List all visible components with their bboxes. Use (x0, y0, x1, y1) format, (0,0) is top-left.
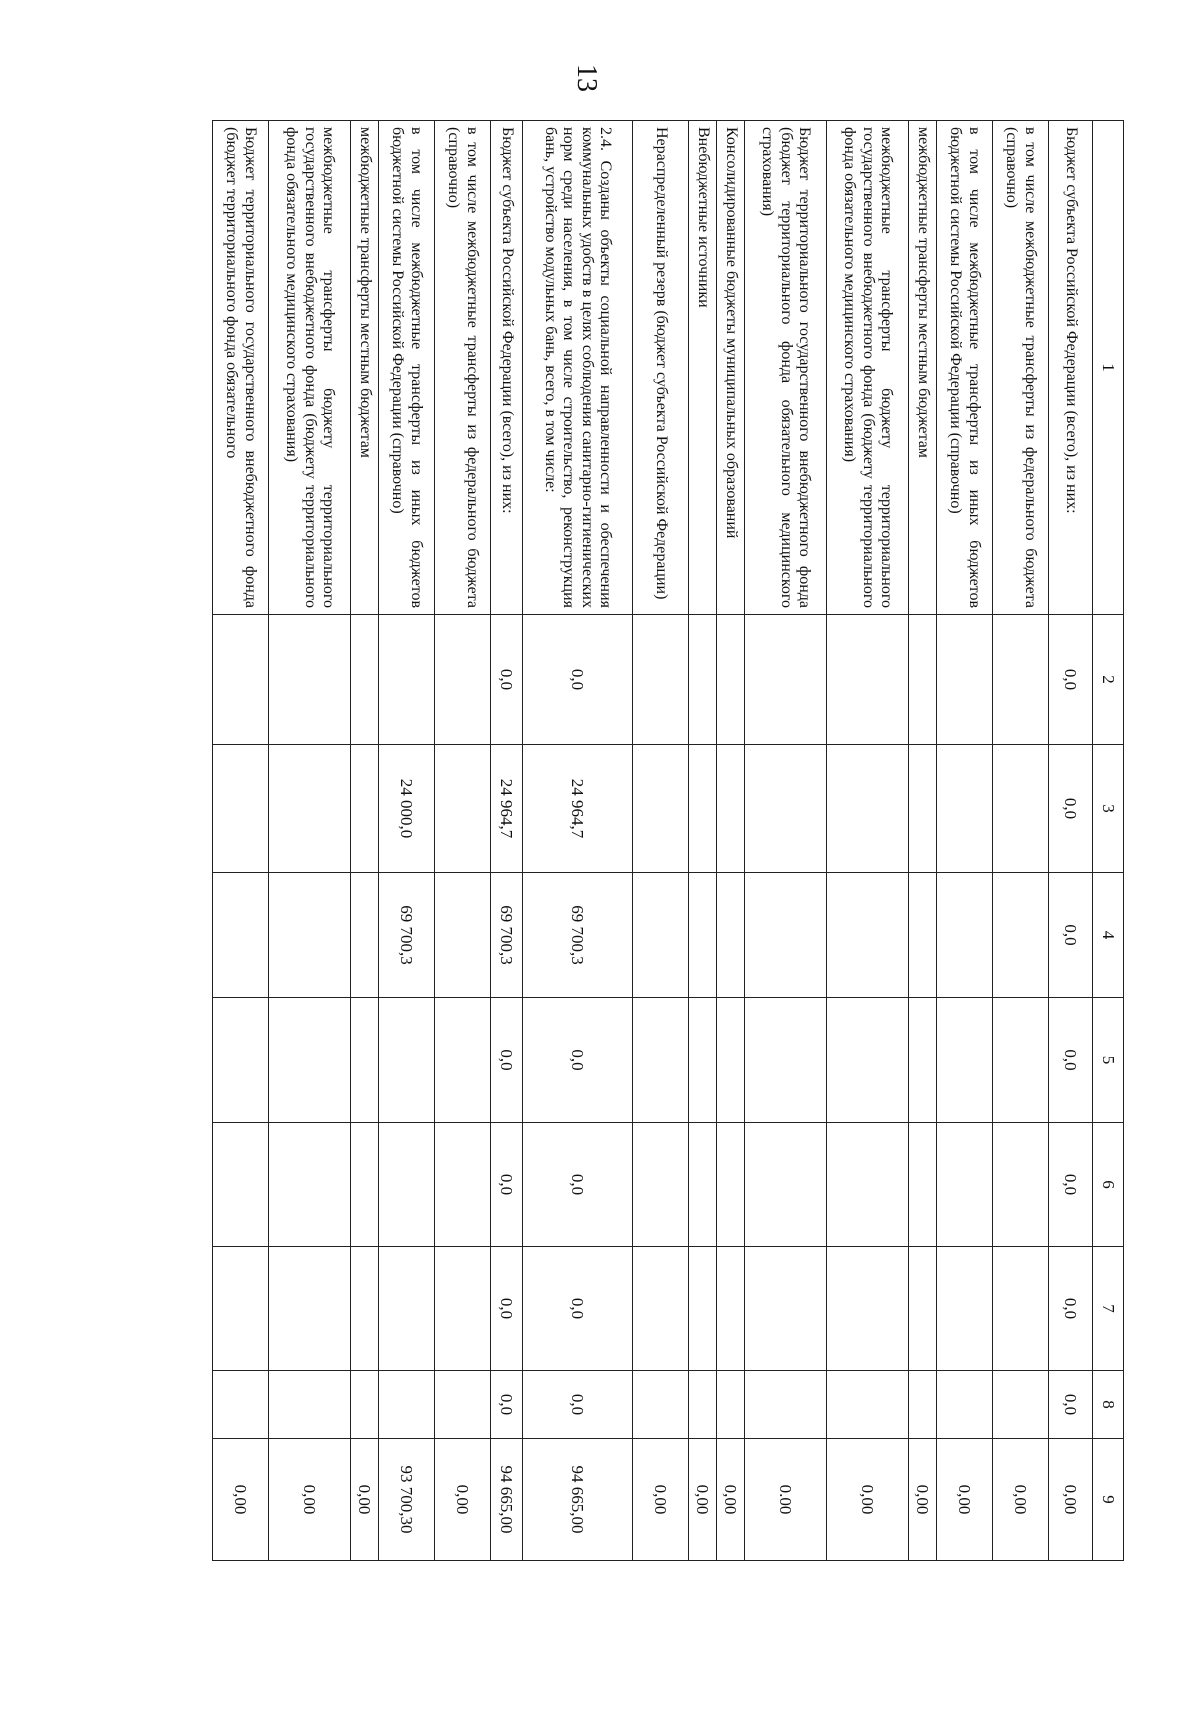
row-description: межбюджетные трансферты местным бюджетам (909, 121, 937, 615)
table-row (523, 121, 633, 1561)
value-cell (745, 1123, 827, 1247)
value-cell (269, 873, 351, 998)
value-cell (379, 615, 435, 745)
value-cell: 0,00 (909, 1439, 937, 1561)
row-description: Консолидированные бюджеты муниципальных образований (717, 121, 745, 615)
value-cell (633, 1247, 689, 1371)
value-cell (435, 1247, 491, 1371)
value-cell (633, 745, 689, 873)
value-cell (993, 615, 1049, 745)
value-cell: 0,00 (717, 1439, 745, 1561)
value-cell: 93 700,30 (379, 1439, 435, 1561)
value-cell (745, 873, 827, 998)
value-cell: 0,00 (269, 1439, 351, 1561)
value-cell (827, 745, 909, 873)
value-cell (717, 1247, 745, 1371)
header-cell: 8 (1093, 1371, 1124, 1439)
value-cell (379, 1371, 435, 1439)
value-cell (937, 745, 993, 873)
value-cell (351, 998, 379, 1123)
value-cell: 69 700,3 (523, 873, 633, 998)
value-cell (213, 1247, 269, 1371)
value-cell (827, 615, 909, 745)
value-cell: 0,0 (1049, 1123, 1093, 1247)
value-cell (689, 998, 717, 1123)
value-cell: 24 964,7 (523, 745, 633, 873)
table-row (827, 121, 909, 1561)
value-cell (213, 873, 269, 998)
row-description: в том числе межбюджетные трансферты из иных бюджетов бюджетной системы Российской Федерации (справочно) (937, 121, 993, 615)
value-cell (827, 873, 909, 998)
value-cell (937, 1123, 993, 1247)
value-cell: 0,00 (689, 1439, 717, 1561)
row-description: Бюджет субъекта Российской Федерации (всего), из них: (1049, 121, 1093, 615)
table-row (435, 121, 491, 1561)
value-cell (633, 873, 689, 998)
value-cell (745, 1371, 827, 1439)
value-cell (993, 873, 1049, 998)
value-cell: 0,0 (491, 1123, 523, 1247)
value-cell: 0,0 (523, 1247, 633, 1371)
table-row (993, 121, 1049, 1561)
row-description: 2.4. Созданы объекты социальной направленности и обеспечения коммунальных удобств в целях соблюдения санитарно-гигиенических норм среди населения, в том числе строительство, реконструкция бань, устройство модульных бань, всего, в том числе: (523, 121, 633, 615)
value-cell (379, 998, 435, 1123)
value-cell: 0,0 (1049, 873, 1093, 998)
value-cell: 69 700,3 (491, 873, 523, 998)
value-cell (909, 1247, 937, 1371)
value-cell (745, 745, 827, 873)
header-cell: 2 (1093, 615, 1124, 745)
value-cell: 24 000,0 (379, 745, 435, 873)
value-cell (993, 998, 1049, 1123)
table-row (351, 121, 379, 1561)
value-cell (993, 1371, 1049, 1439)
value-cell (909, 1123, 937, 1247)
value-cell (909, 615, 937, 745)
table-row (1049, 121, 1093, 1561)
value-cell (379, 1123, 435, 1247)
value-cell (351, 1123, 379, 1247)
value-cell: 0,00 (993, 1439, 1049, 1561)
value-cell (937, 1371, 993, 1439)
table-row (213, 121, 269, 1561)
value-cell (937, 1247, 993, 1371)
value-cell: 0,0 (491, 1247, 523, 1371)
value-cell: 0,00 (827, 1439, 909, 1561)
value-cell (937, 615, 993, 745)
value-cell (269, 1247, 351, 1371)
value-cell: 0,0 (523, 1371, 633, 1439)
value-cell: 0,0 (523, 998, 633, 1123)
value-cell (745, 1247, 827, 1371)
value-cell: 0,0 (1049, 745, 1093, 873)
row-description: в том числе межбюджетные трансферты из федерального бюджета (справочно) (993, 121, 1049, 615)
value-cell: 0,0 (523, 615, 633, 745)
value-cell (379, 1247, 435, 1371)
value-cell (717, 1123, 745, 1247)
value-cell: 0,0 (523, 1123, 633, 1247)
value-cell (435, 615, 491, 745)
header-cell: 5 (1093, 998, 1124, 1123)
value-cell: 0,0 (1049, 998, 1093, 1123)
value-cell (717, 745, 745, 873)
value-cell: 0,00 (213, 1439, 269, 1561)
row-description: межбюджетные трансферты бюджету территориального государственного внебюджетного фонда (бюджету территориального фонда обязательного медицинского страхования) (269, 121, 351, 615)
value-cell (213, 1123, 269, 1247)
header-cell: 1 (1093, 121, 1124, 615)
value-cell (689, 615, 717, 745)
value-cell (351, 1247, 379, 1371)
value-cell (269, 1371, 351, 1439)
row-description: Бюджет субъекта Российской Федерации (всего), из них: (491, 121, 523, 615)
table-row (633, 121, 689, 1561)
value-cell: 0,0 (1049, 615, 1093, 745)
value-cell (909, 1371, 937, 1439)
table-row (937, 121, 993, 1561)
value-cell (351, 745, 379, 873)
value-cell: 0,00 (351, 1439, 379, 1561)
table-row (491, 121, 523, 1561)
value-cell (745, 615, 827, 745)
table-row (379, 121, 435, 1561)
value-cell (937, 998, 993, 1123)
value-cell (213, 615, 269, 745)
value-cell (435, 873, 491, 998)
value-cell (993, 745, 1049, 873)
value-cell (689, 745, 717, 873)
value-cell: 94 665,00 (523, 1439, 633, 1561)
value-cell (689, 1123, 717, 1247)
value-cell (269, 998, 351, 1123)
value-cell (213, 745, 269, 873)
table-row (745, 121, 827, 1561)
value-cell: 69 700,3 (379, 873, 435, 998)
value-cell: 24 964,7 (491, 745, 523, 873)
row-description: Нераспределенный резерв (бюджет субъекта Российской Федерации) (633, 121, 689, 615)
header-row (1093, 121, 1124, 1561)
row-description: межбюджетные трансферты местным бюджетам (351, 121, 379, 615)
header-cell: 6 (1093, 1123, 1124, 1247)
value-cell (435, 745, 491, 873)
header-cell: 9 (1093, 1439, 1124, 1561)
value-cell: 0,00 (937, 1439, 993, 1561)
value-cell (827, 1123, 909, 1247)
value-cell (633, 615, 689, 745)
value-cell: 0,00 (633, 1439, 689, 1561)
value-cell (269, 615, 351, 745)
value-cell (827, 1371, 909, 1439)
value-cell (213, 1371, 269, 1439)
value-cell (351, 615, 379, 745)
table-body (213, 121, 1093, 1561)
value-cell (717, 615, 745, 745)
value-cell (689, 1247, 717, 1371)
rotated-table-wrapper (184, 120, 1124, 1560)
value-cell (827, 1247, 909, 1371)
value-cell (717, 1371, 745, 1439)
value-cell (435, 998, 491, 1123)
value-cell: 94 665,00 (491, 1439, 523, 1561)
header-cell: 4 (1093, 873, 1124, 998)
value-cell: 0.00 (745, 1439, 827, 1561)
value-cell (937, 873, 993, 998)
value-cell: 0,0 (491, 615, 523, 745)
value-cell (269, 745, 351, 873)
value-cell: 0,0 (491, 998, 523, 1123)
value-cell: 0,0 (1049, 1247, 1093, 1371)
value-cell (993, 1123, 1049, 1247)
value-cell: 0,00 (435, 1439, 491, 1561)
value-cell (633, 998, 689, 1123)
header-cell: 3 (1093, 745, 1124, 873)
value-cell: 0,0 (1049, 1371, 1093, 1439)
budget-table (212, 120, 1124, 1561)
table-row (717, 121, 745, 1561)
value-cell (827, 998, 909, 1123)
table-row (269, 121, 351, 1561)
value-cell (213, 998, 269, 1123)
value-cell (435, 1371, 491, 1439)
value-cell (689, 873, 717, 998)
value-cell: 0,0 (491, 1371, 523, 1439)
table-row (909, 121, 937, 1561)
value-cell (745, 998, 827, 1123)
value-cell (909, 873, 937, 998)
value-cell (909, 745, 937, 873)
row-description: Бюджет территориального государственного внебюджетного фонда (бюджет территориального фонда обязательного (213, 121, 269, 615)
table-row (689, 121, 717, 1561)
value-cell (689, 1371, 717, 1439)
row-description: Внебюджетные источники (689, 121, 717, 615)
value-cell (633, 1123, 689, 1247)
row-description: в том числе межбюджетные трансферты из иных бюджетов бюджетной системы Российской Федерации (справочно) (379, 121, 435, 615)
value-cell (269, 1123, 351, 1247)
value-cell (717, 873, 745, 998)
header-cell: 7 (1093, 1247, 1124, 1371)
value-cell (633, 1371, 689, 1439)
value-cell (351, 873, 379, 998)
value-cell (717, 998, 745, 1123)
page-number: 13 (571, 64, 602, 92)
value-cell (909, 998, 937, 1123)
value-cell (993, 1247, 1049, 1371)
row-description: в том числе межбюджетные трансферты из федерального бюджета (справочно) (435, 121, 491, 615)
value-cell (435, 1123, 491, 1247)
value-cell: 0,00 (1049, 1439, 1093, 1561)
value-cell (351, 1371, 379, 1439)
row-description: межбюджетные трансферты бюджету территориального государственного внебюджетного фонда (бюджету территориального фонда обязательного медицинского страхования) (827, 121, 909, 615)
row-description: Бюджет территориального государственного внебюджетного фонда (бюджет территориального фонда обязательного медицинского страхования) (745, 121, 827, 615)
